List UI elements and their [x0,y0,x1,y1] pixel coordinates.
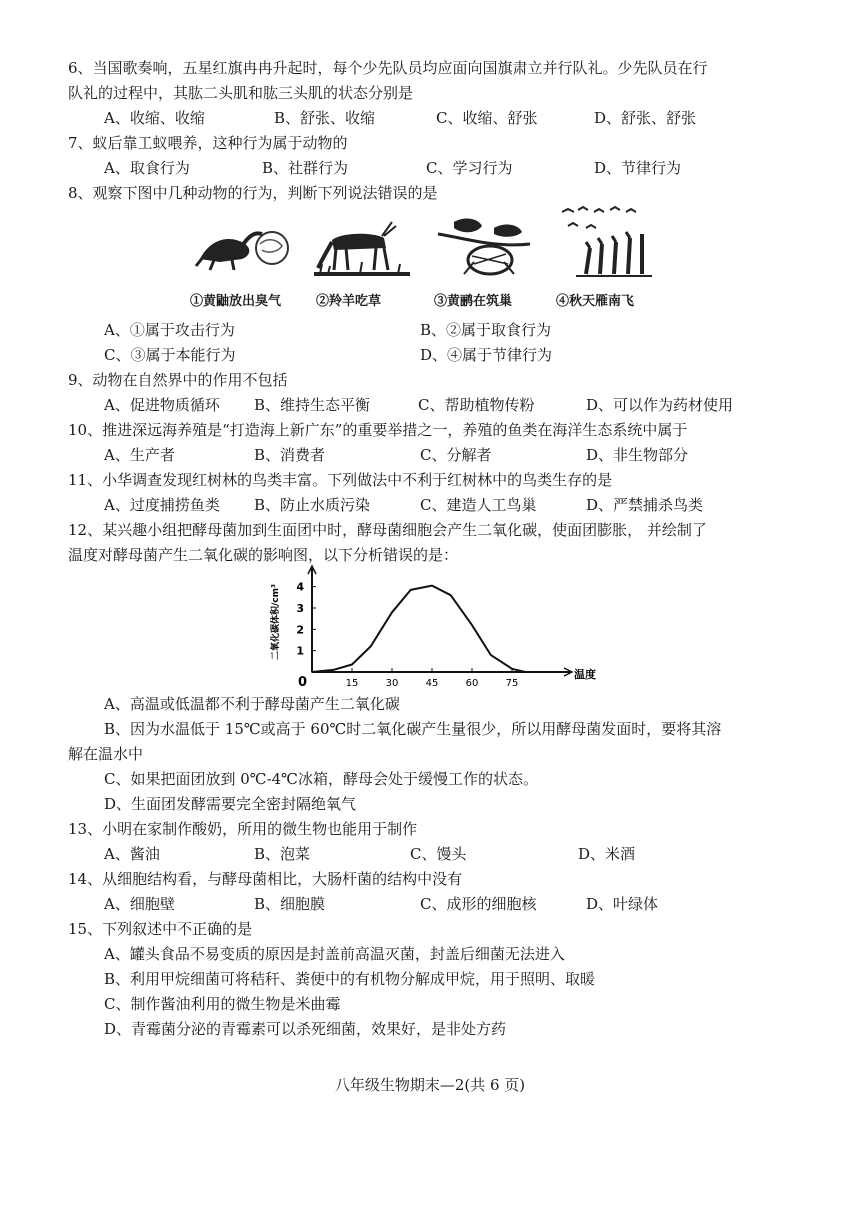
option-c[interactable]: C、馒头 [410,845,467,863]
question-12-option-d[interactable]: D、生面团发酵需要完全密封隔绝氧气 [104,795,357,813]
question-6-options [104,108,804,128]
option-b[interactable]: B、细胞膜 [254,895,326,913]
chart-svg [268,560,598,690]
option-d[interactable]: D、叶绿体 [586,895,659,913]
question-8-stem: 8、观察下图中几种动物的行为，判断下列说法错误的是 [68,184,438,202]
question-14-stem: 14、从细胞结构看，与酵母菌相比，大肠杆菌的结构中没有 [68,870,463,888]
page-footer: 八年级生物期末—2(共 6 页) [334,1076,526,1094]
data-point [490,654,492,656]
option-d[interactable]: D、米酒 [578,845,636,863]
data-point [511,668,513,670]
question-12-option-b[interactable]: B、因为水温低于 15℃或高于 60℃时二氧化碳产生量很少，所以用酵母菌发面时，要将其溶 [104,720,722,738]
question-13-stem: 13、小明在家制作酸奶，所用的微生物也能用于制作 [68,820,418,838]
y-axis-label: 二氧化碳体积/cm³ [271,584,281,660]
data-point [525,671,527,673]
skunk-illustration [190,204,290,286]
x-tick-label: 15 [345,678,359,689]
y-tick-label: 2 [296,623,304,637]
question-10-options [104,445,804,465]
option-b[interactable]: B、消费者 [254,446,326,464]
option-b[interactable]: B、维持生态平衡 [254,396,371,414]
x-tick-label: 75 [505,678,519,689]
option-a[interactable]: A、过度捕捞鱼类 [104,496,220,514]
animal-behavior-figure [190,204,670,314]
option-b[interactable]: B、社群行为 [262,159,349,177]
question-12-stem-line-1: 12、某兴趣小组把酵母菌加到生面团中时，酵母菌细胞会产生二氧化碳，使面团膨胀， 并绘制了 [68,521,707,539]
option-d[interactable]: D、可以作为药材使用 [586,396,734,414]
question-15-option-a[interactable]: A、罐头食品不易变质的原因是封盖前高温灭菌，封盖后细菌无法进入 [104,945,565,963]
option-a[interactable]: A、促进物质循环 [104,396,220,414]
data-point [370,646,372,648]
y-tick-label: 1 [296,644,304,658]
origin-label: 0 [298,675,308,690]
option-d[interactable]: D、严禁捕杀鸟类 [586,496,704,514]
question-8-options-row-2 [104,345,804,365]
question-12-option-b-continued: 解在温水中 [68,745,144,763]
data-point [471,624,473,626]
question-13-options [104,844,804,864]
data-point [311,671,313,673]
option-b[interactable]: B、②属于取食行为 [420,321,552,339]
option-c[interactable]: C、分解者 [420,446,492,464]
question-14-options [104,894,804,914]
data-point [410,589,412,591]
option-d[interactable]: D、舒张、舒张 [594,109,697,127]
question-15-option-c[interactable]: C、制作酱油利用的微生物是米曲霉 [104,995,341,1013]
question-9-options [104,395,804,415]
option-b[interactable]: B、泡菜 [254,845,311,863]
caption-2: ②羚羊吃草 [316,294,382,309]
yeast-co2-chart [268,560,598,690]
data-point [450,594,452,596]
option-a[interactable]: A、①属于攻击行为 [104,321,235,339]
option-d[interactable]: D、节律行为 [594,159,682,177]
question-6-stem-line-2: 队礼的过程中，其肱二头肌和肱三头肌的状态分别是 [68,84,414,102]
option-a[interactable]: A、取食行为 [104,159,190,177]
question-15-option-b[interactable]: B、利用甲烷细菌可将秸秆、粪便中的有机物分解成甲烷，用于照明、取暖 [104,970,596,988]
caption-1: ①黄鼬放出臭气 [190,294,282,309]
question-15-stem: 15、下列叙述中不正确的是 [68,920,253,938]
oriole-nest-illustration [434,204,534,286]
question-11-options [104,495,804,515]
question-7-stem: 7、蚁后靠工蚁喂养，这种行为属于动物的 [68,134,348,152]
x-axis-label: 温度 [574,668,596,681]
question-15-option-d[interactable]: D、青霉菌分泌的青霉素可以杀死细菌，效果好，是非处方药 [104,1020,507,1038]
question-8-options-row-1 [104,320,804,340]
option-b[interactable]: B、防止水质污染 [254,496,371,514]
option-c[interactable]: C、③属于本能行为 [104,346,236,364]
option-a[interactable]: A、生产者 [104,446,175,464]
option-a[interactable]: A、收缩、收缩 [104,109,205,127]
question-6-stem-line-1: 6、当国歌奏响，五星红旗冉冉升起时，每个少先队员均应面向国旗肃立并行队礼。少先队员在行 [68,59,708,77]
caption-3: ③黄鹂在筑巢 [434,294,513,309]
y-tick-label: 4 [296,580,304,594]
x-tick-label: 45 [425,678,439,689]
y-tick-label: 3 [296,602,304,615]
option-d[interactable]: D、非生物部分 [586,446,689,464]
option-c[interactable]: C、帮助植物传粉 [418,396,535,414]
data-point [431,585,433,587]
option-d[interactable]: D、④属于节律行为 [420,346,553,364]
data-point [351,664,353,666]
data-point [333,669,335,671]
option-c[interactable]: C、学习行为 [426,159,513,177]
co2-curve [312,586,525,672]
x-tick-label: 60 [465,678,479,689]
question-12-option-a[interactable]: A、高温或低温都不利于酵母菌产生二氧化碳 [104,695,400,713]
option-b[interactable]: B、舒张、收缩 [274,109,376,127]
question-9-stem: 9、动物在自然界中的作用不包括 [68,371,288,389]
question-10-stem: 10、推进深远海养殖是“打造海上新广东”的重要举措之一，养殖的鱼类在海洋生态系统中属于 [68,421,688,439]
question-11-stem: 11、小华调查发现红树林的鸟类丰富。下列做法中不利于红树林中的鸟类生存的是 [68,471,613,489]
option-c[interactable]: C、建造人工鸟巢 [420,496,537,514]
question-7-options [104,158,804,178]
x-tick-label: 30 [385,678,399,689]
option-a[interactable]: A、细胞壁 [104,895,175,913]
antelope-illustration [312,204,412,286]
question-12-stem-line-2: 温度对酵母菌产生二氧化碳的影响图，以下分析错误的是： [68,546,459,564]
question-12-option-c[interactable]: C、如果把面团放到 0℃-4℃冰箱，酵母会处于缓慢工作的状态。 [104,770,538,788]
data-point [391,611,393,613]
geese-migration-illustration [556,204,656,286]
option-a[interactable]: A、酱油 [104,845,160,863]
option-c[interactable]: C、收缩、舒张 [436,109,538,127]
option-c[interactable]: C、成形的细胞核 [420,895,537,913]
caption-4: ④秋天雁南飞 [556,294,635,309]
